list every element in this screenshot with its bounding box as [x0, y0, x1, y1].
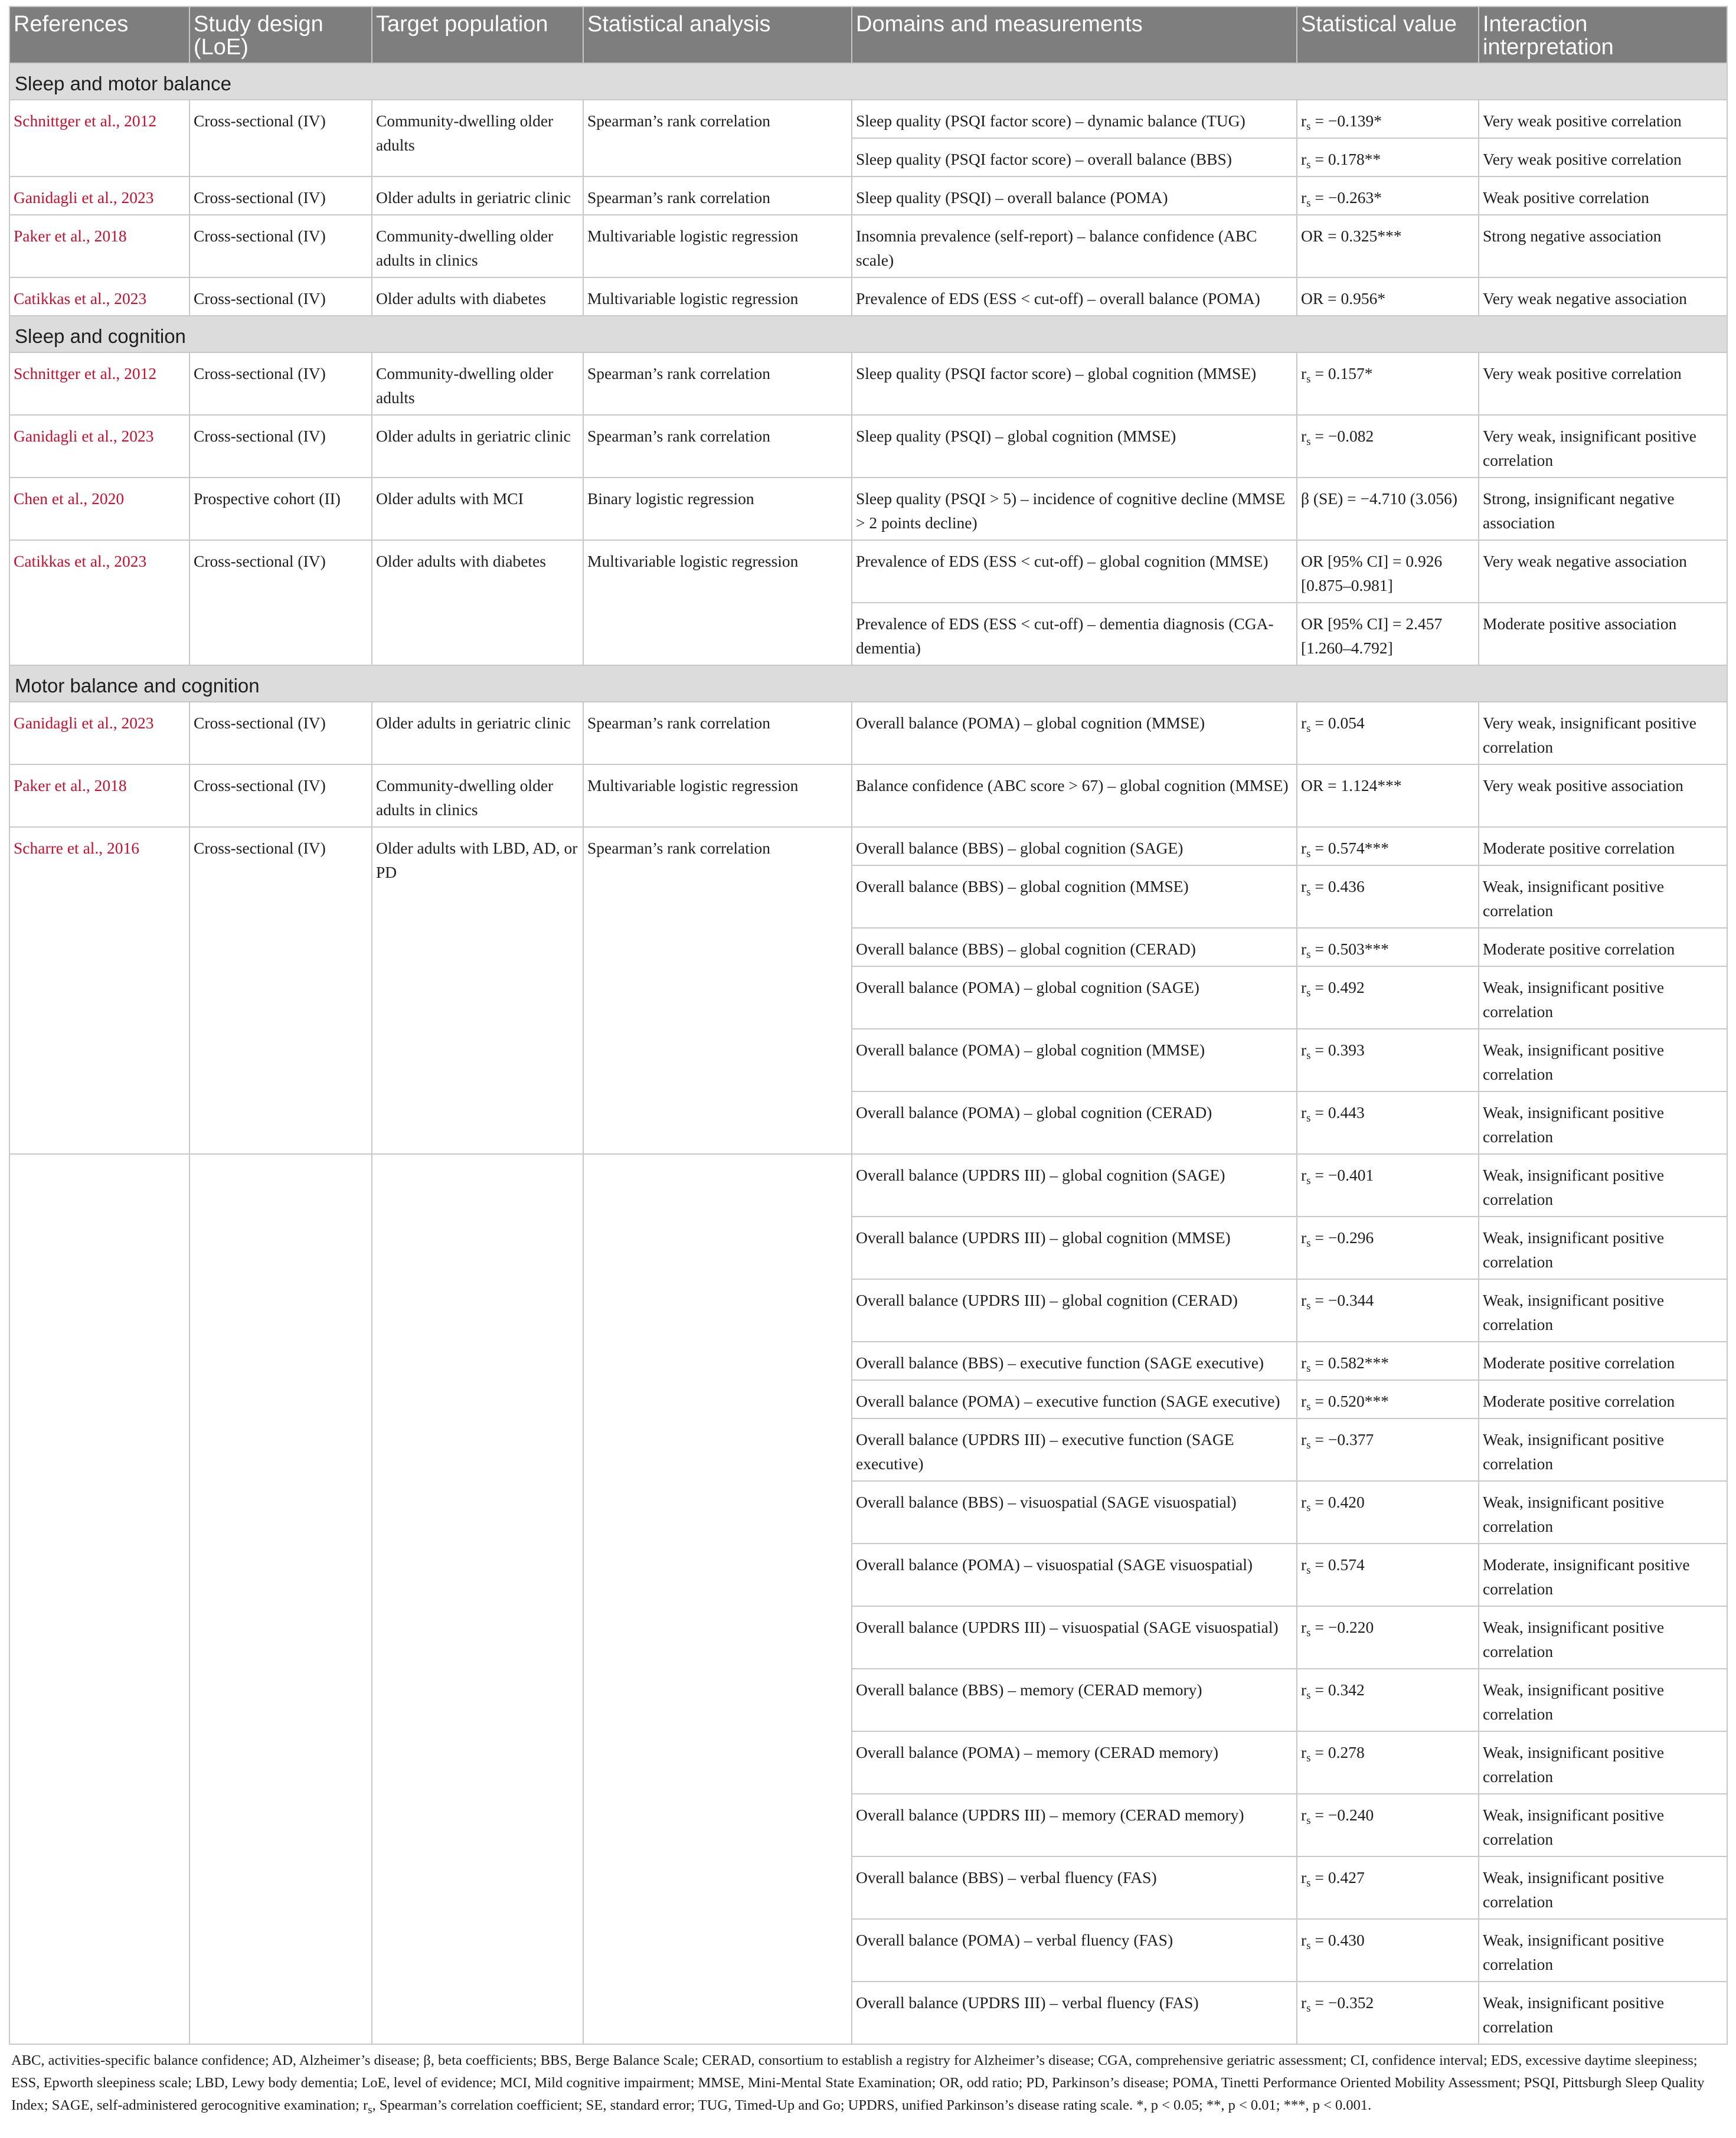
table-row [9, 540, 1727, 603]
interaction-interpretation: Weak, insignificant positive correlation [1479, 1154, 1727, 1217]
stat-value: = −0.139* [1310, 112, 1382, 130]
section-row [9, 665, 1727, 702]
study-design: Cross-sectional (IV) [189, 215, 372, 277]
stat-symbol: r [1301, 1392, 1307, 1410]
interaction-interpretation: Very weak positive correlation [1479, 138, 1727, 176]
stat-value: OR [95% CI] = 0.926 [0.875–0.981] [1301, 552, 1443, 594]
stat-value: = −0.220 [1310, 1618, 1374, 1636]
stat-value: = −0.344 [1310, 1291, 1374, 1309]
statistical-value [1297, 478, 1479, 540]
statistical-analysis: Spearman’s rank correlation [583, 176, 852, 215]
domain-measurement: Overall balance (POMA) – executive function (SAGE executive) [852, 1380, 1297, 1418]
statistical-value [1297, 702, 1479, 764]
statistical-value [1297, 1029, 1479, 1091]
target-population: Older adults with diabetes [372, 540, 583, 665]
domain-measurement: Sleep quality (PSQI factor score) – overall balance (BBS) [852, 138, 1297, 176]
interaction-interpretation: Weak, insignificant positive correlation [1479, 1418, 1727, 1481]
interaction-interpretation: Weak, insignificant positive correlation [1479, 1217, 1727, 1279]
stat-symbol: r [1301, 112, 1307, 130]
table-row [9, 478, 1727, 540]
stat-symbol: r [1301, 1931, 1307, 1949]
domain-measurement: Overall balance (POMA) – global cognition (MMSE) [852, 1029, 1297, 1091]
stat-symbol: r [1301, 1041, 1307, 1059]
stat-symbol: r [1301, 1555, 1307, 1574]
interaction-interpretation: Weak, insignificant positive correlation [1479, 1669, 1727, 1731]
domain-measurement: Prevalence of EDS (ESS < cut-off) – overall balance (POMA) [852, 277, 1297, 316]
statistical-analysis: Multivariable logistic regression [583, 215, 852, 277]
reference-link[interactable]: Schnittger et al., 2012 [9, 352, 189, 415]
stat-symbol-subscript: s [1306, 197, 1311, 210]
domain-measurement: Balance confidence (ABC score > 67) – global cognition (MMSE) [852, 764, 1297, 827]
domain-measurement: Prevalence of EDS (ESS < cut-off) – dementia diagnosis (CGA-dementia) [852, 603, 1297, 665]
statistical-value [1297, 1481, 1479, 1544]
interaction-interpretation: Weak, insignificant positive correlation [1479, 865, 1727, 928]
stat-symbol: r [1301, 1430, 1307, 1449]
domain-measurement: Overall balance (UPDRS III) – verbal fluency (FAS) [852, 1982, 1297, 2044]
stat-value: = 0.420 [1310, 1493, 1365, 1511]
statistical-value [1297, 138, 1479, 176]
stat-symbol-subscript: s [1306, 1877, 1311, 1889]
stat-value: = 0.054 [1310, 714, 1365, 732]
interaction-interpretation: Weak, insignificant positive correlation [1479, 1606, 1727, 1669]
statistical-analysis: Multivariable logistic regression [583, 764, 852, 827]
statistical-value [1297, 1919, 1479, 1982]
target-population: Community-dwelling older adults in clinics [372, 215, 583, 277]
stat-value: = −0.352 [1310, 1993, 1374, 2012]
domain-measurement: Overall balance (POMA) – global cognition (MMSE) [852, 702, 1297, 764]
stat-value: = −0.296 [1310, 1228, 1374, 1247]
domain-measurement: Sleep quality (PSQI > 5) – incidence of cognitive decline (MMSE > 2 points decline) [852, 478, 1297, 540]
domain-measurement: Overall balance (UPDRS III) – global cognition (CERAD) [852, 1279, 1297, 1342]
reference-link[interactable] [9, 1154, 189, 2044]
stat-symbol-subscript: s [1306, 1175, 1311, 1187]
table-row [9, 764, 1727, 827]
stat-symbol: r [1301, 1993, 1307, 2012]
statistical-value [1297, 176, 1479, 215]
stat-symbol-subscript: s [1306, 1439, 1311, 1452]
stat-symbol-subscript: s [1306, 949, 1311, 961]
statistical-value [1297, 352, 1479, 415]
statistical-value [1297, 1154, 1479, 1217]
stat-value: = 0.178** [1310, 150, 1381, 168]
stat-value: OR [95% CI] = 2.457 [1.260–4.792] [1301, 614, 1443, 657]
table-row [9, 100, 1727, 138]
stat-value: = 0.436 [1310, 877, 1365, 895]
stat-symbol: r [1301, 364, 1307, 383]
interaction-interpretation: Very weak positive correlation [1479, 100, 1727, 138]
stat-value: = 0.492 [1310, 978, 1365, 996]
stat-symbol: r [1301, 1868, 1307, 1887]
stat-symbol: r [1301, 427, 1307, 445]
stat-symbol-subscript: s [1306, 1752, 1311, 1764]
stat-value: = 0.430 [1310, 1931, 1365, 1949]
stat-value: = −0.401 [1310, 1166, 1374, 1184]
statistical-analysis: Spearman’s rank correlation [583, 100, 852, 176]
domain-measurement: Overall balance (UPDRS III) – executive function (SAGE executive) [852, 1418, 1297, 1481]
stat-symbol: r [1301, 150, 1307, 168]
statistical-value [1297, 1091, 1479, 1154]
header-references: References [9, 6, 189, 63]
reference-link[interactable]: Scharre et al., 2016 [9, 827, 189, 1154]
stat-symbol: r [1301, 1681, 1307, 1699]
statistical-value [1297, 1856, 1479, 1919]
stat-value: OR = 0.956* [1301, 289, 1386, 308]
stat-symbol: r [1301, 1166, 1307, 1184]
interaction-interpretation: Strong, insignificant negative association [1479, 478, 1727, 540]
domain-measurement: Overall balance (UPDRS III) – global cognition (SAGE) [852, 1154, 1297, 1217]
domain-measurement: Overall balance (BBS) – memory (CERAD memory) [852, 1669, 1297, 1731]
reference-link[interactable]: Ganidagli et al., 2023 [9, 702, 189, 764]
study-design: Cross-sectional (IV) [189, 702, 372, 764]
interaction-interpretation: Very weak, insignificant positive correlation [1479, 702, 1727, 764]
interaction-interpretation: Weak, insignificant positive correlation [1479, 1982, 1727, 2044]
statistical-value [1297, 540, 1479, 603]
table-footnote [9, 2045, 1727, 2117]
statistical-value [1297, 1982, 1479, 2044]
table-row [9, 215, 1727, 277]
table-row [9, 277, 1727, 316]
stat-symbol-subscript: s [1306, 723, 1311, 735]
reference-link[interactable]: Ganidagli et al., 2023 [9, 176, 189, 215]
statistical-value [1297, 1380, 1479, 1418]
domain-measurement: Overall balance (POMA) – memory (CERAD memory) [852, 1731, 1297, 1794]
statistical-value [1297, 1544, 1479, 1606]
table-row [9, 415, 1727, 478]
domain-measurement: Insomnia prevalence (self-report) – balance confidence (ABC scale) [852, 215, 1297, 277]
stat-symbol-subscript: s [1306, 1401, 1311, 1413]
header-statistical-value: Statistical value [1297, 6, 1479, 63]
stat-symbol-subscript: s [1306, 886, 1311, 898]
table-container [9, 6, 1727, 2117]
interaction-interpretation: Weak, insignificant positive correlation [1479, 1794, 1727, 1856]
stat-value: = 0.393 [1310, 1041, 1365, 1059]
statistical-analysis [583, 1154, 852, 2044]
domain-measurement: Sleep quality (PSQI factor score) – dynamic balance (TUG) [852, 100, 1297, 138]
domain-measurement: Overall balance (UPDRS III) – global cognition (MMSE) [852, 1217, 1297, 1279]
statistical-analysis: Spearman’s rank correlation [583, 702, 852, 764]
statistical-analysis: Spearman’s rank correlation [583, 415, 852, 478]
statistical-value [1297, 277, 1479, 316]
interaction-interpretation: Weak, insignificant positive correlation [1479, 1856, 1727, 1919]
stat-symbol-subscript: s [1306, 2002, 1311, 2015]
target-population: Older adults in geriatric clinic [372, 176, 583, 215]
statistical-analysis: Multivariable logistic regression [583, 540, 852, 665]
interaction-interpretation: Very weak, insignificant positive correlation [1479, 415, 1727, 478]
stat-symbol-subscript: s [1306, 1362, 1311, 1375]
stat-value: = 0.157* [1310, 364, 1373, 383]
target-population: Community-dwelling older adults in clinics [372, 764, 583, 827]
table-row [9, 352, 1727, 415]
reference-link[interactable]: Ganidagli et al., 2023 [9, 415, 189, 478]
stat-value: = −0.082 [1310, 427, 1374, 445]
stat-value: = −0.377 [1310, 1430, 1374, 1449]
stat-symbol: r [1301, 1103, 1307, 1122]
domain-measurement: Prevalence of EDS (ESS < cut-off) – global cognition (MMSE) [852, 540, 1297, 603]
footnote-text-after: , Spearman’s correlation coefficient; SE, standard error; TUG, Timed-Up and Go; UPDRS, unified Parkinson’s disease rating scale. *, p < 0.05; **, p < 0.01; ***, p < 0.001. [372, 2097, 1372, 2113]
interaction-interpretation: Weak, insignificant positive correlation [1479, 1091, 1727, 1154]
interaction-interpretation: Very weak negative association [1479, 277, 1727, 316]
domain-measurement: Overall balance (POMA) – visuospatial (SAGE visuospatial) [852, 1544, 1297, 1606]
stat-value: = 0.503*** [1310, 940, 1389, 958]
stat-symbol-subscript: s [1306, 987, 1311, 999]
interaction-interpretation: Moderate positive correlation [1479, 1380, 1727, 1418]
stat-symbol: r [1301, 978, 1307, 996]
domain-measurement: Overall balance (BBS) – global cognition (MMSE) [852, 865, 1297, 928]
stat-symbol-subscript: s [1306, 373, 1311, 385]
statistical-value [1297, 1279, 1479, 1342]
table-row [9, 176, 1727, 215]
reference-link[interactable]: Catikkas et al., 2023 [9, 540, 189, 665]
header-interpretation: Interaction interpretation [1479, 6, 1727, 63]
statistical-value [1297, 865, 1479, 928]
stat-symbol-subscript: s [1306, 120, 1311, 133]
stat-symbol-subscript: s [1306, 1112, 1311, 1124]
interaction-interpretation: Moderate positive correlation [1479, 1342, 1727, 1380]
stat-symbol: r [1301, 1743, 1307, 1761]
statistical-value [1297, 1418, 1479, 1481]
statistical-analysis: Multivariable logistic regression [583, 277, 852, 316]
study-design: Cross-sectional (IV) [189, 352, 372, 415]
stat-value: = −0.240 [1310, 1806, 1374, 1824]
stat-symbol: r [1301, 714, 1307, 732]
target-population: Older adults in geriatric clinic [372, 415, 583, 478]
study-design: Cross-sectional (IV) [189, 827, 372, 1154]
domain-measurement: Overall balance (POMA) – global cognition (SAGE) [852, 966, 1297, 1029]
study-design: Cross-sectional (IV) [189, 415, 372, 478]
study-design [189, 1154, 372, 2044]
statistical-value [1297, 928, 1479, 966]
target-population: Older adults with MCI [372, 478, 583, 540]
stat-symbol-subscript: s [1306, 1815, 1311, 1827]
study-design: Cross-sectional (IV) [189, 176, 372, 215]
interaction-interpretation: Moderate positive correlation [1479, 928, 1727, 966]
reference-link[interactable]: Paker et al., 2018 [9, 215, 189, 277]
stat-symbol-subscript: s [1306, 1940, 1311, 1952]
stat-symbol: r [1301, 1806, 1307, 1824]
interaction-interpretation: Very weak positive correlation [1479, 352, 1727, 415]
table-body [9, 63, 1727, 2044]
target-population: Older adults with diabetes [372, 277, 583, 316]
stat-value: = 0.574*** [1310, 839, 1389, 857]
target-population: Community-dwelling older adults [372, 100, 583, 176]
domain-measurement: Overall balance (BBS) – verbal fluency (FAS) [852, 1856, 1297, 1919]
section-row [9, 63, 1727, 100]
header-domains: Domains and measurements [852, 6, 1297, 63]
stat-symbol: r [1301, 188, 1307, 207]
interaction-interpretation: Weak, insignificant positive correlation [1479, 1279, 1727, 1342]
stat-value: = 0.427 [1310, 1868, 1365, 1887]
statistical-value [1297, 1606, 1479, 1669]
domain-measurement: Overall balance (UPDRS III) – visuospatial (SAGE visuospatial) [852, 1606, 1297, 1669]
statistical-value [1297, 1731, 1479, 1794]
footnote-text: ABC, activities-specific balance confidence; AD, Alzheimer’s disease; β, beta coefficients; BBS, Berge Balance Scale; CERAD, consortium to establish a registry for Alzheimer’s disease; CGA, comprehensive geriatric assessment; CI, confidence interval; EDS, excessive daytime sleepiness; ESS, Epworth sleepiness scale; LBD, Lewy body dementia; LoE, level of evidence; MCI, Mild cognitive impairment; MMSE, Mini-Mental State Examination; OR, odd ratio; PD, Parkinson’s disease; POMA, Tinetti Performance Oriented Mobility Assessment; PSQI, Pittsburgh Sleep Quality Index; SAGE, self-administered gerocognitive examination; [11, 2052, 1705, 2113]
study-design: Prospective cohort (II) [189, 478, 372, 540]
table-row [9, 702, 1727, 764]
stat-symbol: r [1301, 1291, 1307, 1309]
stat-symbol: r [1301, 877, 1307, 895]
interaction-interpretation: Weak, insignificant positive correlation [1479, 1029, 1727, 1091]
header-statistical-analysis: Statistical analysis [583, 6, 852, 63]
stat-symbol-subscript: s [1306, 1237, 1311, 1250]
statistical-value [1297, 215, 1479, 277]
target-population: Older adults in geriatric clinic [372, 702, 583, 764]
stat-symbol: r [1301, 1354, 1307, 1372]
statistical-value [1297, 1794, 1479, 1856]
statistical-analysis: Spearman’s rank correlation [583, 827, 852, 1154]
statistical-value [1297, 1669, 1479, 1731]
stat-value: = 0.443 [1310, 1103, 1365, 1122]
stat-value: OR = 1.124*** [1301, 776, 1402, 795]
reference-link[interactable]: Paker et al., 2018 [9, 764, 189, 827]
stat-symbol: r [1301, 839, 1307, 857]
stat-symbol-subscript: s [1306, 1689, 1311, 1702]
stat-symbol: r [1301, 1228, 1307, 1247]
study-design: Cross-sectional (IV) [189, 277, 372, 316]
target-population: Community-dwelling older adults [372, 352, 583, 415]
statistical-value [1297, 966, 1479, 1029]
domain-measurement: Sleep quality (PSQI) – global cognition (MMSE) [852, 415, 1297, 478]
domain-measurement: Overall balance (UPDRS III) – memory (CERAD memory) [852, 1794, 1297, 1856]
study-design: Cross-sectional (IV) [189, 764, 372, 827]
section-title: Sleep and motor balance [9, 63, 1727, 100]
header-study-design: Study design (LoE) [189, 6, 372, 63]
stat-value: = 0.342 [1310, 1681, 1365, 1699]
target-population: Older adults with LBD, AD, or PD [372, 827, 583, 1154]
domain-measurement: Overall balance (BBS) – global cognition (CERAD) [852, 928, 1297, 966]
interaction-interpretation: Moderate, insignificant positive correlation [1479, 1544, 1727, 1606]
stat-symbol-subscript: s [1306, 1627, 1311, 1639]
reference-link[interactable]: Chen et al., 2020 [9, 478, 189, 540]
reference-link[interactable]: Schnittger et al., 2012 [9, 100, 189, 176]
section-row [9, 316, 1727, 352]
stat-symbol: r [1301, 1493, 1307, 1511]
header-row [9, 6, 1727, 63]
interaction-interpretation: Strong negative association [1479, 215, 1727, 277]
interaction-interpretation: Moderate positive association [1479, 603, 1727, 665]
table-row [9, 827, 1727, 865]
stat-value: = 0.582*** [1310, 1354, 1389, 1372]
statistical-analysis: Spearman’s rank correlation [583, 352, 852, 415]
stat-value: = −0.263* [1310, 188, 1382, 207]
header-target-population: Target population [372, 6, 583, 63]
domain-measurement: Sleep quality (PSQI) – overall balance (POMA) [852, 176, 1297, 215]
stat-symbol: r [1301, 1618, 1307, 1636]
statistical-value [1297, 827, 1479, 865]
interaction-interpretation: Very weak negative association [1479, 540, 1727, 603]
section-title: Sleep and cognition [9, 316, 1727, 352]
statistical-value [1297, 603, 1479, 665]
interaction-interpretation: Weak, insignificant positive correlation [1479, 966, 1727, 1029]
stat-value: OR = 0.325*** [1301, 227, 1402, 245]
interaction-interpretation: Very weak positive association [1479, 764, 1727, 827]
domain-measurement: Overall balance (POMA) – verbal fluency (FAS) [852, 1919, 1297, 1982]
stat-value: = 0.574 [1310, 1555, 1365, 1574]
domain-measurement: Overall balance (BBS) – global cognition (SAGE) [852, 827, 1297, 865]
stat-symbol-subscript: s [1306, 848, 1311, 860]
stat-symbol-subscript: s [1306, 1564, 1311, 1577]
footnote-rs-symbol: $r_s$ [363, 2097, 372, 2116]
statistical-value [1297, 764, 1479, 827]
statistical-value [1297, 1217, 1479, 1279]
stat-value: = 0.278 [1310, 1743, 1365, 1761]
stat-value: = 0.520*** [1310, 1392, 1389, 1410]
domain-measurement: Overall balance (BBS) – executive function (SAGE executive) [852, 1342, 1297, 1380]
stat-symbol-subscript: s [1306, 159, 1311, 171]
domain-measurement: Sleep quality (PSQI factor score) – global cognition (MMSE) [852, 352, 1297, 415]
study-design: Cross-sectional (IV) [189, 100, 372, 176]
domain-measurement: Overall balance (BBS) – visuospatial (SAGE visuospatial) [852, 1481, 1297, 1544]
stat-symbol-subscript: s [1306, 1300, 1311, 1312]
stat-symbol: r [1301, 940, 1307, 958]
interaction-interpretation: Weak, insignificant positive correlation [1479, 1731, 1727, 1794]
interaction-interpretation: Moderate positive correlation [1479, 827, 1727, 865]
domain-measurement: Overall balance (POMA) – global cognition (CERAD) [852, 1091, 1297, 1154]
study-design: Cross-sectional (IV) [189, 540, 372, 665]
reference-link[interactable]: Catikkas et al., 2023 [9, 277, 189, 316]
interaction-interpretation: Weak, insignificant positive correlation [1479, 1919, 1727, 1982]
results-table [9, 6, 1728, 2045]
section-title: Motor balance and cognition [9, 665, 1727, 702]
statistical-analysis: Binary logistic regression [583, 478, 852, 540]
statistical-value [1297, 100, 1479, 138]
statistical-value [1297, 415, 1479, 478]
target-population [372, 1154, 583, 2044]
stat-value: β (SE) = −4.710 (3.056) [1301, 489, 1457, 508]
interaction-interpretation: Weak, insignificant positive correlation [1479, 1481, 1727, 1544]
statistical-value [1297, 1342, 1479, 1380]
stat-symbol-subscript: s [1306, 1050, 1311, 1062]
stat-symbol-subscript: s [1306, 1502, 1311, 1514]
table-row [9, 1154, 1727, 1217]
stat-symbol-subscript: s [1306, 436, 1311, 448]
interaction-interpretation: Weak positive correlation [1479, 176, 1727, 215]
